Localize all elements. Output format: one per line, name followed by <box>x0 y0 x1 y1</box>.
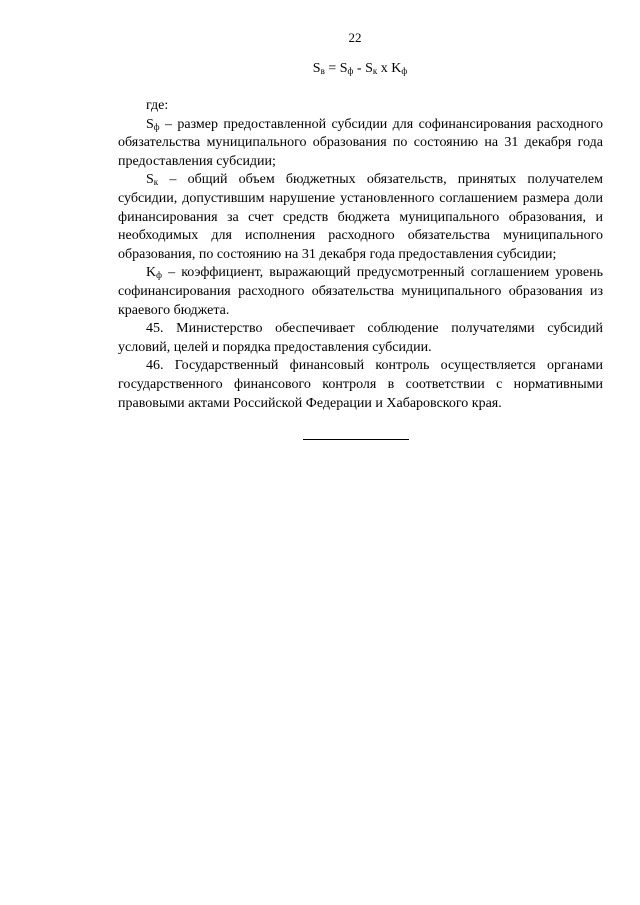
formula-term1-sub: ф <box>347 66 354 76</box>
formula-term2-sub: к <box>372 66 378 76</box>
definition-kf-sub: ф <box>156 270 162 281</box>
definition-sf-sub: ф <box>153 121 160 132</box>
definition-sf-text: – размер предоставленной субсидии для софинансирования расходного обязательства муниципального образования по состоянию на 31 декабря года предоставления субсидии; <box>118 116 603 169</box>
definition-sf-symbol: S <box>146 116 154 132</box>
where-label: где: <box>146 98 169 113</box>
formula-lhs-sub: в <box>320 66 325 76</box>
paragraph-46: 46. Государственный финансовый контроль осуществляется органами государственного финансового контроля в соответствии с нормативными правовыми актами Российской Федерации и Хабаровского края. <box>118 358 603 411</box>
document-body <box>118 97 603 413</box>
definition-sk <box>118 171 603 264</box>
definition-sk-text: – общий объем бюджетных обязательств, принятых получателем субсидии, допустившим нарушение установленного соглашением размера доли финансирования за счет средств бюджета муниципального образования, и необходимых для исполнения расходного обязательства муниципального образования, по состоянию на 31 декабря года предоставления субсидии; <box>118 172 603 262</box>
page-number: 22 <box>348 30 362 45</box>
definition-kf <box>118 264 603 320</box>
formula <box>0 61 640 77</box>
end-divider <box>303 439 409 440</box>
definition-sk-symbol: S <box>146 172 154 188</box>
definition-sf <box>118 116 603 172</box>
paragraph-45: 45. Министерство обеспечивает соблюдение получателями субсидий условий, целей и порядка предоставления субсидии. <box>118 321 603 355</box>
formula-term2-symbol: S <box>365 61 373 76</box>
formula-minus: - <box>353 61 366 76</box>
definition-kf-symbol: K <box>146 265 157 281</box>
formula-term1-symbol: S <box>339 61 348 76</box>
formula-equals: = <box>324 61 340 76</box>
definition-kf-text: – коэффициент, выражающий предусмотренный соглашением уровень софинансирования расходного обязательства муниципального образования из краевого бюджета. <box>118 265 603 318</box>
formula-term3-symbol: K <box>391 61 402 76</box>
formula-term3-sub: ф <box>401 66 408 76</box>
definition-sk-sub: к <box>153 177 159 188</box>
formula-lhs-symbol: S <box>312 61 321 76</box>
formula-times: x <box>377 61 392 76</box>
